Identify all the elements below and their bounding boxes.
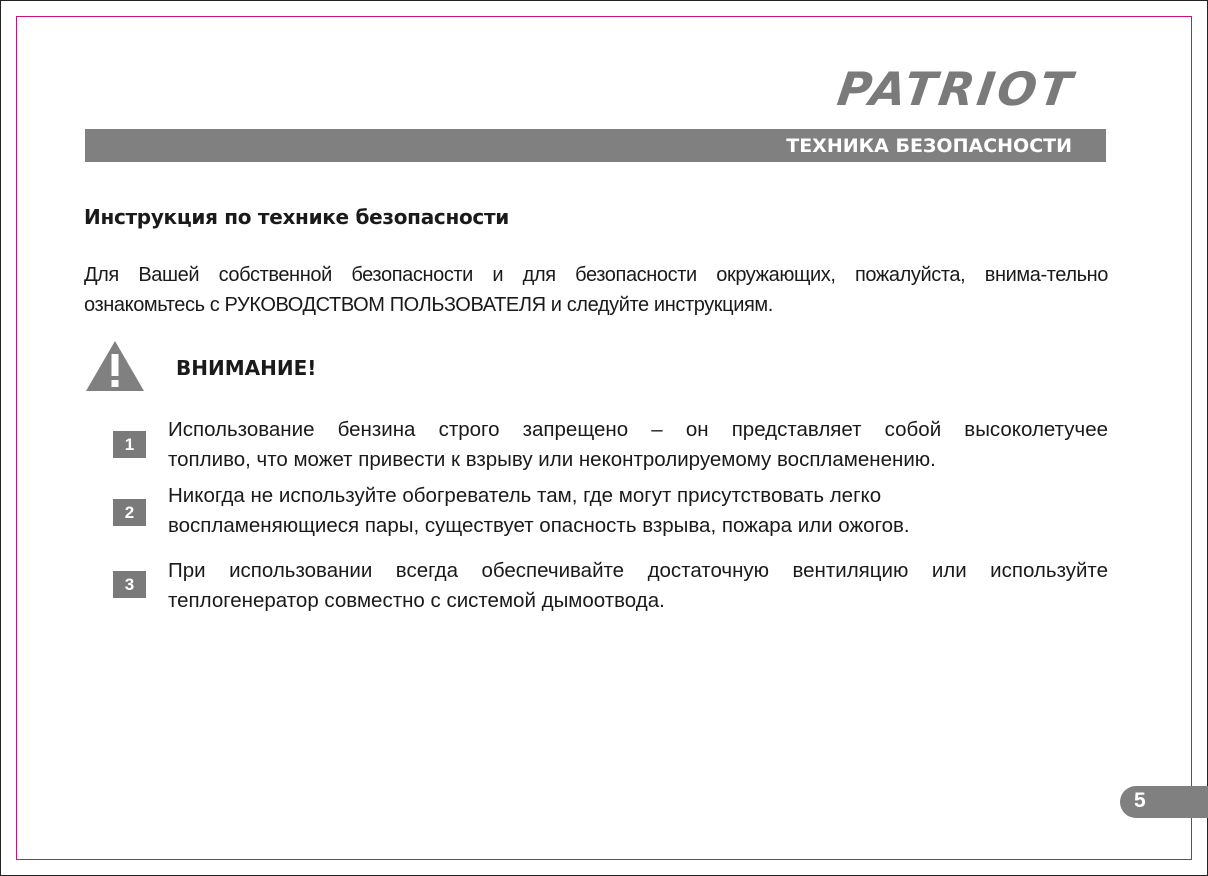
item-line-2: топливо, что может привести к взрыву или неконтролируемому воспламенению.	[168, 448, 936, 471]
item-number-badge: 2	[113, 499, 146, 526]
item-line-2: воспламеняющиеся пары, существует опасность взрыва, пожара или ожогов.	[168, 514, 910, 537]
page-number: 5	[1134, 789, 1146, 812]
item-number-badge: 3	[113, 571, 146, 598]
intro-paragraph	[84, 260, 1108, 320]
section-title: ТЕХНИКА БЕЗОПАСНОСТИ	[786, 135, 1072, 157]
document-heading: Инструкция по технике безопасности	[84, 205, 509, 229]
item-text	[168, 415, 1108, 475]
intro-line-1: Для Вашей собственной безопасности и для безопасности окружающих, пожалуйста, внима-тельно	[84, 264, 1108, 286]
patriot-logo: PATRIOT	[834, 62, 1078, 116]
warning-triangle-icon	[85, 340, 145, 392]
item-text	[168, 556, 1108, 616]
item-line-1: Никогда не используйте обогреватель там, где могут присутствовать легко	[168, 484, 882, 507]
section-header-bar	[85, 129, 1106, 162]
item-line-1: При использовании всегда обеспечивайте достаточную вентиляцию или используйте	[168, 559, 1108, 582]
item-line-1: Использование бензина строго запрещено – он представляет собой высоколетучее	[168, 418, 1108, 441]
intro-line-2: ознакомьтесь с РУКОВОДСТВОМ ПОЛЬЗОВАТЕЛЯ и следуйте инструкциям.	[84, 294, 773, 316]
warning-title: ВНИМАНИЕ!	[176, 356, 317, 380]
item-line-2: теплогенератор совместно с системой дымоотвода.	[168, 589, 665, 612]
item-text	[168, 481, 1108, 541]
page-number-tab	[1120, 786, 1208, 818]
item-number-badge: 1	[113, 431, 146, 458]
